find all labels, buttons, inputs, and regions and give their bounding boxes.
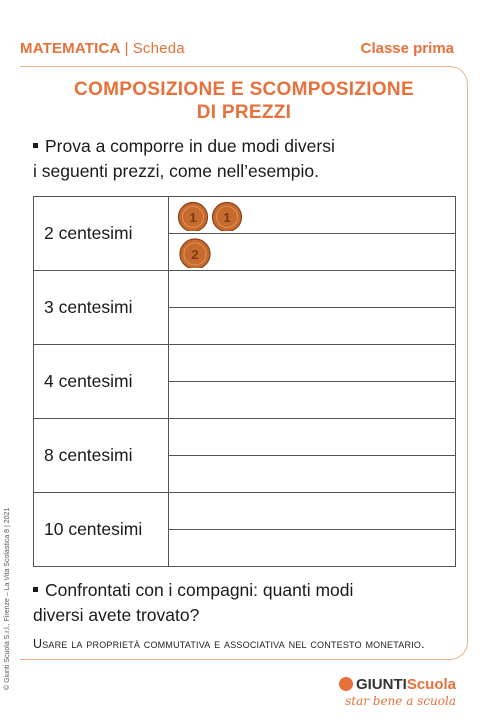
instruction-1-line-1: Prova a comporre in due modi diversi bbox=[45, 136, 335, 156]
answer-cell[interactable] bbox=[169, 308, 456, 345]
price-table bbox=[33, 196, 456, 567]
table-row bbox=[34, 271, 456, 308]
coin-1-cent-icon bbox=[213, 203, 242, 232]
coins-one-cent-pair bbox=[177, 201, 267, 231]
row-label: 2 centesimi bbox=[34, 197, 169, 271]
table-row bbox=[34, 345, 456, 382]
coin-two-cent bbox=[177, 238, 217, 268]
svg-text:1: 1 bbox=[189, 210, 197, 225]
title-line-2: DI PREZZI bbox=[196, 102, 292, 123]
teacher-note: Usare la proprietà commutativa e associativa nel contesto monetario. bbox=[33, 637, 425, 651]
table-row bbox=[34, 419, 456, 456]
header-separator: | bbox=[124, 40, 129, 57]
title-line-1: COMPOSIZIONE E SCOMPOSIZIONE bbox=[74, 79, 414, 100]
row-label: 8 centesimi bbox=[34, 419, 169, 493]
instruction-2-line-2: diversi avete trovato? bbox=[33, 605, 200, 625]
answer-cell[interactable] bbox=[169, 382, 456, 419]
page-header bbox=[20, 40, 454, 62]
row-label: 10 centesimi bbox=[34, 493, 169, 567]
table-row bbox=[34, 493, 456, 530]
answer-cell[interactable] bbox=[169, 271, 456, 308]
row-label: 4 centesimi bbox=[34, 345, 169, 419]
bullet-icon bbox=[33, 587, 38, 592]
answer-cell[interactable] bbox=[169, 419, 456, 456]
instruction-1-line-2: i seguenti prezzi, come nell’esempio. bbox=[33, 161, 319, 181]
logo-wordmark bbox=[339, 676, 456, 693]
answer-cell[interactable] bbox=[169, 345, 456, 382]
logo-brand: GIUNTI bbox=[355, 676, 407, 693]
answer-cell[interactable] bbox=[169, 234, 456, 271]
answer-cell[interactable] bbox=[169, 456, 456, 493]
class-label: Classe prima bbox=[360, 40, 454, 57]
sheet-type: Scheda bbox=[132, 40, 185, 57]
worksheet-title bbox=[20, 78, 468, 124]
svg-text:2: 2 bbox=[191, 247, 199, 262]
bullet-icon bbox=[33, 143, 38, 148]
row-label: 3 centesimi bbox=[34, 271, 169, 345]
answer-cell[interactable] bbox=[169, 530, 456, 567]
subject-label bbox=[20, 40, 185, 57]
instruction-2-line-1: Confrontati con i compagni: quanti modi bbox=[45, 580, 354, 600]
publisher-logo bbox=[339, 676, 456, 708]
subject-name: MATEMATICA bbox=[20, 40, 121, 57]
instruction-1 bbox=[33, 134, 453, 184]
giunti-logo-icon bbox=[339, 677, 353, 691]
logo-tagline: star bene a scuola bbox=[345, 694, 456, 708]
answer-cell[interactable] bbox=[169, 197, 456, 234]
coin-2-cent-icon bbox=[180, 239, 210, 268]
svg-text:1: 1 bbox=[223, 210, 231, 225]
answer-cell[interactable] bbox=[169, 493, 456, 530]
logo-brand-suffix: Scuola bbox=[406, 676, 456, 693]
table-row bbox=[34, 197, 456, 234]
coin-1-cent-icon bbox=[179, 203, 208, 232]
copyright-text: © Giunti Scuola S.r.l., Firenze – La Vita Scolastica 8 | 2021 bbox=[4, 507, 11, 690]
instruction-2 bbox=[33, 578, 453, 628]
